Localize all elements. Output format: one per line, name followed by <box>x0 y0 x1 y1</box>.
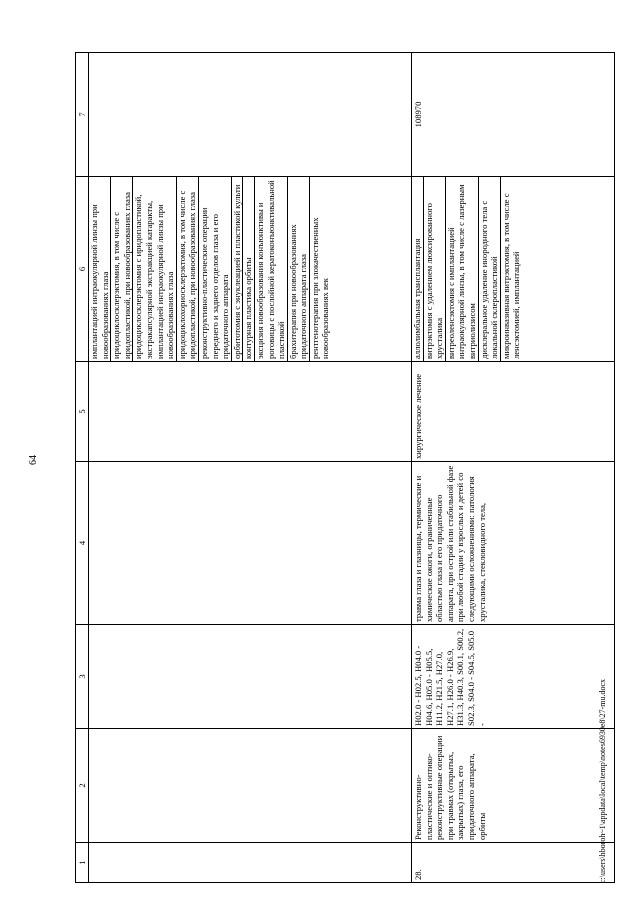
header-cell-3: 3 <box>76 625 89 729</box>
method-item: рентгенотерапия при злокачественных новообразованиях век <box>309 217 331 359</box>
header-cell-1: 1 <box>76 843 89 883</box>
method-item: брахитерапия при новообразованиях придаточного аппарата глаза <box>288 177 310 361</box>
method-item: витрэктомия с удалением люксированного хрусталика <box>424 177 446 361</box>
header-cell-4: 4 <box>76 462 89 625</box>
footer-file-path: c:\users\hboroh~1\appdata\local\temp\notes6930e8\27-mu.docx <box>598 678 607 883</box>
method-item: аллолимбальная трансплантация <box>412 177 424 361</box>
table-row <box>89 53 412 883</box>
row2-methods-cell <box>412 177 615 362</box>
row1-codes-cell <box>89 625 412 729</box>
method-item: контурная пластика орбиты <box>243 177 255 361</box>
method-item: дисклеральное удаление инородного тела с локальной склеропластикой <box>479 177 501 361</box>
method-item: иридоциклосклерэктомия, в том числе с иридопластикой, при новообразованиях глаза <box>111 177 133 361</box>
header-cell-6: 6 <box>76 177 89 362</box>
method-item: микроинвазивная витрэктомия, в том числе с ленсэктомией, имплантацией <box>500 193 522 359</box>
row2-treatment-cell: хирургическое лечение <box>412 362 615 462</box>
method-item: иридоциклохориосклерэктомия, в том числе с иридопластикой, при новообразованиях глаза <box>177 177 199 361</box>
method-item: эксцизия новообразования конъюнктивы и роговицы с послойной кератоконъюнктивальной пластикой <box>255 177 288 361</box>
header-cell-5: 5 <box>76 362 89 462</box>
table-header-row <box>76 53 89 883</box>
services-table <box>75 52 615 883</box>
page-number: 64 <box>28 455 39 465</box>
method-item: имплантацией интраокулярной линзы при новообразованиях глаза <box>89 177 111 361</box>
method-item: иридоциклосклерэктомия с иридопластикой, экстракапсулярной экстракцией катаракты, имплантацией интраокулярной линзы при новообразованиях глаза <box>133 177 176 361</box>
row2-model-cell: травма глаза и глазницы, термические и химические ожоги, ограниченные областью глаза и его придаточного аппарата, при острой или стабильной фазе при любой стадии у взрослых и детей со следующими осложнениями: патология хрусталика, стекловидного тела, <box>412 462 615 625</box>
method-item: орбитотомия с энуклеацией и пластикой культи <box>232 177 244 361</box>
row2-number-cell: 28. <box>412 843 615 883</box>
row1-treatment-cell <box>89 362 412 462</box>
method-item: реконструктивно-пластические операции переднего и заднего отделов глаза и его придаточного аппарата <box>199 177 232 361</box>
row1-cost-cell <box>89 53 412 177</box>
row1-model-cell <box>89 462 412 625</box>
method-item: витреоленсэктомия с имплантацией интраокулярной линзы, в том числе с лазерным витриолизисом <box>446 177 479 361</box>
header-cell-2: 2 <box>76 729 89 843</box>
header-cell-7: 7 <box>76 53 89 177</box>
row1-number-cell <box>89 843 412 883</box>
row2-name-cell: Реконструктивно-пластические и оптико-реконструктивные операции при травмах (открытых, закрытых) глаза, его придаточного аппарата, орбиты <box>412 729 615 843</box>
row2-codes-cell: H02.0 - H02.5, H04.0 - H04.6, H05.0 - H05.5, H11.2, H21.5, H27.0, H27.1, H26.0 - H26.9, H31.3, H40.3, S00.1, S00.2, S02.3, S04.0 - S04.5, S05.0 - <box>412 625 615 729</box>
row2-cost-cell: 108970 <box>412 53 615 177</box>
row1-methods-cell <box>89 177 412 362</box>
table-row <box>412 53 615 883</box>
row1-name-cell <box>89 729 412 843</box>
